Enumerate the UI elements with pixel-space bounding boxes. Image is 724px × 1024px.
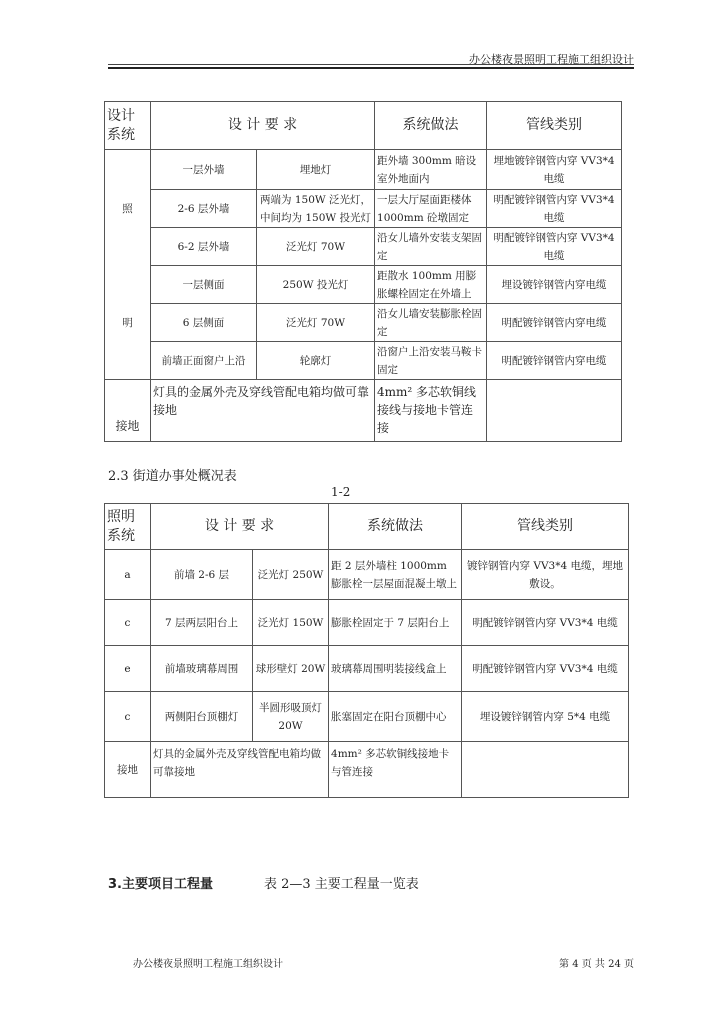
row-method: 沿女儿墙外安装支架固定 (375, 228, 487, 266)
row-location: 前墙 2-6 层 (151, 550, 253, 600)
row-system: c (105, 692, 151, 742)
header-rule-thick (108, 67, 634, 69)
ground-requirement: 灯具的金属外壳及穿线管配电箱均做可靠接地 (151, 380, 375, 442)
row-lamp: 泛光灯 70W (257, 228, 375, 266)
table2-head-requirement: 设 计 要 求 (151, 504, 329, 550)
ground-row (105, 380, 622, 442)
row-system: c (105, 600, 151, 646)
row-lamp: 泛光灯 150W (253, 600, 329, 646)
row-location: 6-2 层外墙 (151, 228, 257, 266)
row-location: 一层侧面 (151, 266, 257, 304)
table2-head-method: 系统做法 (329, 504, 462, 550)
table-row (105, 190, 622, 228)
table-row (105, 342, 622, 380)
row-method: 胀塞固定在阳台顶棚中心 (329, 692, 462, 742)
ground-pipe (487, 380, 622, 442)
row-pipe: 镀锌钢管内穿 VV3*4 电缆，埋地敷设。 (462, 550, 629, 600)
group-cell (105, 150, 151, 190)
ground-method: 4mm² 多芯软铜线接地卡与管连接 (329, 742, 462, 798)
ground-method: 4mm² 多芯软铜线接线与接地卡管连接 (375, 380, 487, 442)
table-row (105, 550, 629, 600)
table-row (105, 304, 622, 342)
ground-row (105, 742, 629, 798)
row-method: 距外墙 300mm 暗设室外地面内 (375, 150, 487, 190)
row-pipe: 明配镀锌钢管内穿 VV3*4 电缆 (487, 228, 622, 266)
table1-head-requirement: 设 计 要 求 (151, 102, 375, 150)
row-pipe: 埋设镀锌钢管内穿电缆 (487, 266, 622, 304)
section-3-title: 3.主要项目工程量 (108, 877, 213, 892)
row-method: 距散水 100mm 用膨胀螺栓固定在外墙上 (375, 266, 487, 304)
row-location: 两侧阳台顶棚灯 (151, 692, 253, 742)
row-method: 一层大厅屋面距楼体 1000mm 砼墩固定 (375, 190, 487, 228)
table-number-label: 1-2 (331, 485, 351, 499)
row-pipe: 埋设镀锌钢管内穿 5*4 电缆 (462, 692, 629, 742)
row-method: 沿女儿墙安装膨胀栓固定 (375, 304, 487, 342)
group-char-zhao: 照 (105, 190, 151, 228)
row-location: 前墙正面窗户上沿 (151, 342, 257, 380)
row-system: e (105, 646, 151, 692)
row-method: 膨胀栓固定于 7 层阳台上 (329, 600, 462, 646)
row-pipe: 明配镀锌钢管内穿 VV3*4 电缆 (462, 600, 629, 646)
table-row (105, 600, 629, 646)
row-lamp: 250W 投光灯 (257, 266, 375, 304)
table2-head-pipe: 管线类别 (462, 504, 629, 550)
ground-requirement: 灯具的金属外壳及穿线管配电箱均做可靠接地 (151, 742, 329, 798)
footer-title: 办公楼夜景照明工程施工组织设计 (133, 959, 283, 970)
table-row (105, 646, 629, 692)
row-lamp: 埋地灯 (257, 150, 375, 190)
row-location: 一层外墙 (151, 150, 257, 190)
row-method: 距 2 层外墙柱 1000mm 膨胀栓一层屋面混凝土墩上 (329, 550, 462, 600)
table-row (105, 692, 629, 742)
group-cell (105, 342, 151, 380)
row-lamp: 轮廓灯 (257, 342, 375, 380)
row-pipe: 明配镀锌钢管内穿电缆 (487, 342, 622, 380)
row-location: 6 层侧面 (151, 304, 257, 342)
row-pipe: 埋地镀锌钢管内穿 VV3*4 电缆 (487, 150, 622, 190)
header-rule-thin (108, 64, 634, 65)
group-char-ming: 明 (105, 304, 151, 342)
ground-pipe (462, 742, 629, 798)
table1-head-method: 系统做法 (375, 102, 487, 150)
lighting-design-table-1 (104, 101, 622, 442)
table1-head-system: 设计 系统 (105, 102, 151, 150)
ground-label: 接地 (105, 742, 151, 798)
row-pipe: 明配镀锌钢管内穿电缆 (487, 304, 622, 342)
table-row (105, 266, 622, 304)
row-lamp: 泛光灯 250W (253, 550, 329, 600)
row-pipe: 明配镀锌钢管内穿 VV3*4 电缆 (487, 190, 622, 228)
row-lamp: 两端为 150W 泛光灯，中间均为 150W 投光灯 (257, 190, 375, 228)
row-system: a (105, 550, 151, 600)
lighting-design-table-2 (104, 503, 629, 798)
row-method: 玻璃幕周围明装接线盒上 (329, 646, 462, 692)
group-cell (105, 228, 151, 266)
section-2-3-title: 2.3 街道办事处概况表 (108, 469, 237, 484)
row-pipe: 明配镀锌钢管内穿 VV3*4 电缆 (462, 646, 629, 692)
table2-head-system: 照明 系统 (105, 504, 151, 550)
row-location: 前墙玻璃幕周围 (151, 646, 253, 692)
row-method: 沿窗户上沿安装马鞍卡固定 (375, 342, 487, 380)
row-lamp: 泛光灯 70W (257, 304, 375, 342)
table1-head-pipe: 管线类别 (487, 102, 622, 150)
running-header-title: 办公楼夜景照明工程施工组织设计 (469, 53, 634, 66)
row-location: 7 层两层阳台上 (151, 600, 253, 646)
table-2-3-caption: 表 2—3 主要工程量一览表 (264, 877, 419, 892)
row-lamp: 球形壁灯 20W (253, 646, 329, 692)
ground-label: 接地 (105, 380, 151, 442)
group-cell (105, 266, 151, 304)
row-location: 2-6 层外墙 (151, 190, 257, 228)
page-number: 第 4 页 共 24 页 (559, 959, 634, 970)
row-lamp: 半圆形吸顶灯 20W (253, 692, 329, 742)
table-row (105, 228, 622, 266)
table-row (105, 150, 622, 190)
